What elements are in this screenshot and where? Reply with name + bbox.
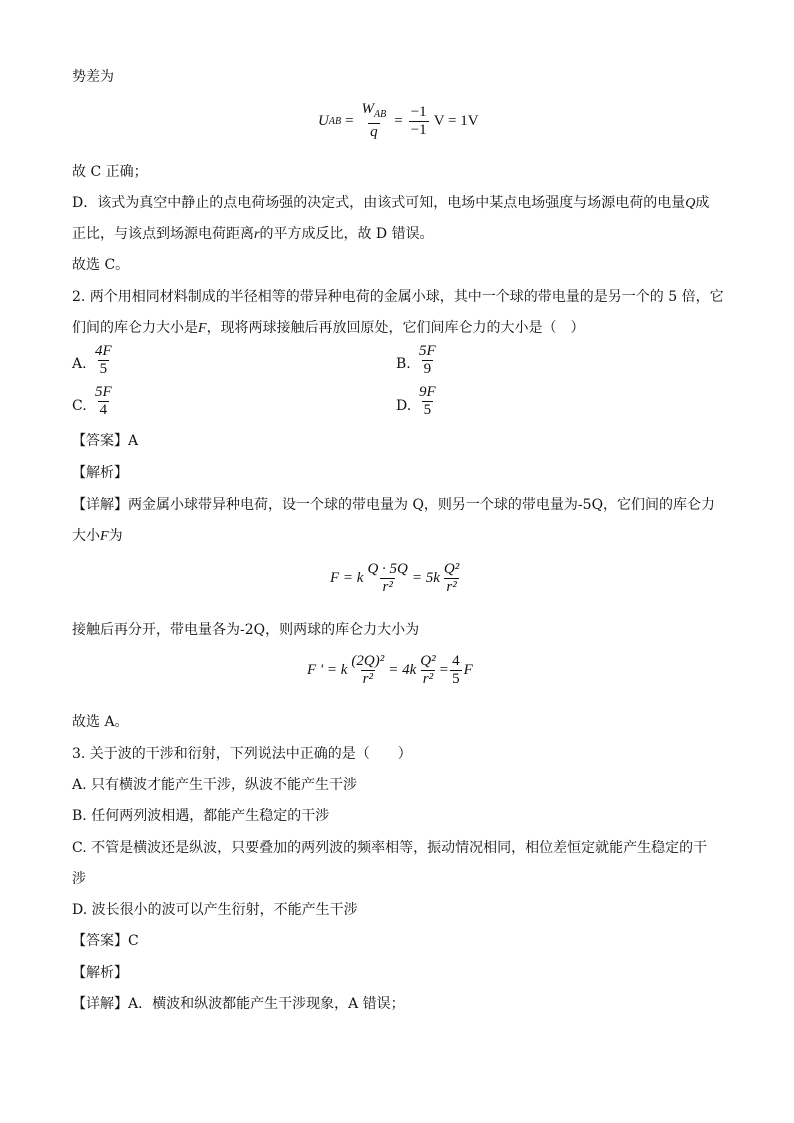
var-q: Q — [685, 196, 696, 211]
text-span: 大小 — [72, 528, 100, 544]
text-span: 们间的库仑力大小是 — [72, 320, 198, 336]
text-span: 正比，与该点到场源电荷距离 — [72, 226, 254, 242]
frac-den: 9 — [423, 361, 432, 377]
eq-lhs: F ' = k — [307, 662, 348, 678]
eq-tail: V = 1V — [433, 112, 479, 129]
question-2-line — [72, 319, 585, 338]
option-line: 涉 — [72, 871, 86, 887]
option-line: B. 任何两列波相遇，都能产生稳定的干涉 — [72, 808, 330, 824]
frac-den: r² — [382, 579, 393, 595]
answer-tag: 【答案】C — [72, 933, 139, 949]
frac-num: 9F — [419, 384, 436, 400]
text-line: 接触后再分开，带电量各为-2Q，则两球的库仑力大小为 — [72, 622, 420, 638]
fraction — [450, 653, 462, 688]
eq-mid: = 4k — [388, 662, 417, 678]
text-span: 为 — [108, 528, 123, 544]
frac-den: 4 — [99, 402, 108, 418]
option-a-label: A. — [72, 356, 87, 372]
frac-den: 5 — [452, 671, 460, 687]
equation-uab — [318, 101, 479, 141]
question-3-line: 3. 关于波的干涉和衍射，下列说法中正确的是（ ） — [72, 746, 412, 762]
var-f: F — [100, 529, 109, 544]
option-line: D. 波长很小的波可以产生衍射，不能产生干涉 — [72, 902, 358, 918]
frac-num: 5F — [95, 384, 112, 400]
eq-sign: = — [345, 112, 354, 129]
analysis-tag: 【解析】 — [72, 965, 128, 981]
question-2-line: 2. 两个用相同材料制成的半径相等的带异种电荷的金属小球，其中一个球的带电量的是另一个的 5 倍，它 — [72, 289, 724, 305]
option-a-fraction — [93, 343, 114, 378]
equation-coulomb-initial — [330, 561, 463, 596]
option-line: A. 只有横波才能产生干涉，纵波不能产生干涉 — [72, 777, 358, 793]
option-d-label: D. — [396, 398, 412, 414]
text-line: 势差为 — [72, 69, 114, 85]
answer-tag: 【答案】A — [72, 433, 139, 449]
option-d-fraction — [417, 384, 438, 419]
fraction — [360, 101, 389, 141]
fraction — [418, 653, 437, 688]
frac-num: Q² — [420, 653, 436, 669]
text-span: D．该式为真空中静止的点电荷场强的决定式，由该式可知，电场中某点电场强度与场源电荷的电量 — [72, 195, 686, 211]
frac-den: 5 — [99, 361, 108, 377]
fraction — [349, 653, 386, 688]
text-line: 故选 A。 — [72, 714, 129, 730]
text-line: 故 C 正确； — [72, 164, 148, 180]
eq-sub: AB — [374, 109, 387, 120]
detail-line: 【详解】两金属小球带异种电荷，设一个球的带电量为 Q，则另一个球的带电量为-5Q，它们间的库仑力 — [72, 497, 716, 513]
frac-den: r² — [362, 671, 373, 687]
detail-line: 【详解】A．横波和纵波都能产生干涉现象，A 错误； — [72, 996, 405, 1012]
option-b-label: B. — [396, 356, 411, 372]
fraction — [409, 104, 429, 139]
var-f: F — [198, 321, 207, 336]
text-span: 成 — [695, 195, 710, 211]
frac-num: Q² — [443, 561, 460, 577]
text-line: 故选 C。 — [72, 257, 130, 273]
option-line: C. 不管是横波还是纵波，只要叠加的两列波的频率相等，振动情况相同，相位差恒定就能产生稳定的干 — [72, 840, 708, 856]
eq-lhs: F = k — [330, 570, 364, 586]
eq-sign: = — [439, 662, 449, 678]
frac-num: (2Q)² — [351, 653, 385, 669]
text-line — [72, 225, 434, 244]
detail-line — [72, 527, 123, 546]
option-c-label: C. — [72, 398, 87, 414]
var-r: r — [254, 227, 260, 242]
analysis-tag: 【解析】 — [72, 465, 128, 481]
frac-den: −1 — [410, 121, 427, 138]
frac-num: Q · 5Q — [367, 561, 408, 577]
eq-var: U — [318, 112, 329, 129]
frac-num: 4 — [452, 653, 460, 669]
fraction — [442, 561, 461, 596]
frac-den: r² — [446, 579, 457, 595]
eq-tail: F — [463, 662, 473, 678]
frac-num: 5F — [419, 343, 436, 359]
equation-coulomb-final — [307, 653, 473, 688]
text-span: ，现将两球接触后再放回原处，它们间库仑力的大小是（ ） — [206, 320, 585, 336]
text-span: 的平方成反比，故 D 错误。 — [259, 226, 434, 242]
frac-num: −1 — [410, 103, 427, 120]
eq-var: q — [370, 124, 378, 140]
eq-sign: = — [394, 112, 403, 129]
text-line — [72, 194, 709, 213]
eq-sub: AB — [328, 115, 342, 127]
option-b-fraction — [417, 343, 438, 378]
frac-den: 5 — [423, 402, 432, 418]
option-c-fraction — [93, 384, 114, 419]
frac-num: 4F — [95, 343, 112, 359]
eq-mid: = 5k — [411, 570, 440, 586]
fraction — [365, 561, 409, 596]
frac-den: r² — [422, 671, 434, 687]
eq-var: W — [361, 101, 375, 117]
